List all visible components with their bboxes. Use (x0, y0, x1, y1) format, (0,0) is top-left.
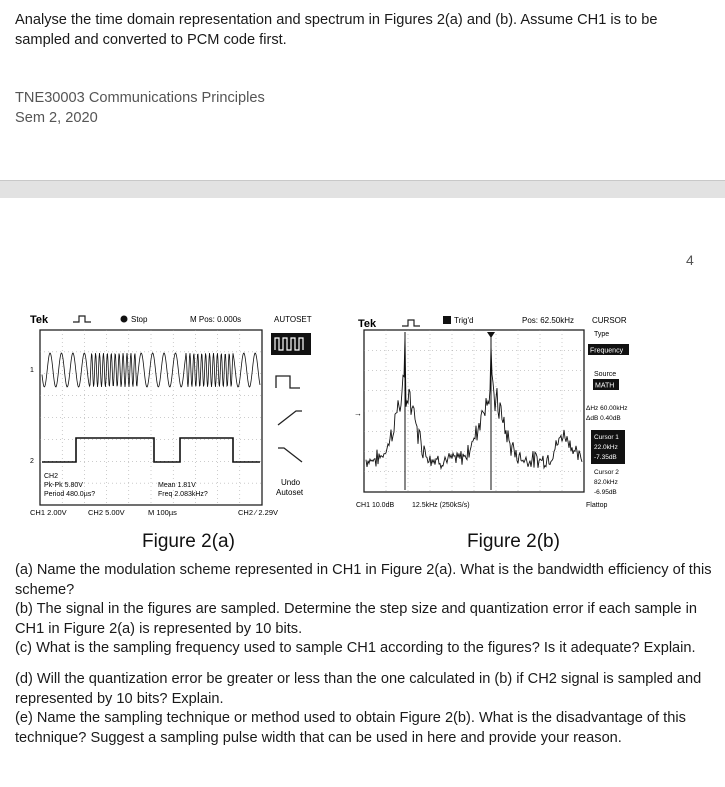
cursor-2-label[interactable]: Cursor 2 (594, 469, 619, 476)
question-e: (e) Name the sampling technique or method used to obtain Figure 2(b). What is the disadvantage of this technique? Suggest a sampling pulse width that can be used in here and provide your reason. (15, 710, 686, 746)
meas-period: Period 480.0µs? (44, 491, 96, 498)
falling-edge-icon[interactable] (278, 448, 302, 462)
ch1-marker: 1 (30, 367, 34, 374)
semester: Sem 2, 2020 (15, 110, 98, 126)
footer-sample-rate: 12.5kHz (250kS/s) (412, 502, 470, 509)
cursor-1-freq: 22.0kHz (594, 444, 618, 451)
ref-marker: → (354, 409, 362, 418)
question-b: (b) The signal in the figures are sampled. Determine the step size and quantization error if each sample in CH1 in Figure 2(a) is represented by 10 bits. (15, 601, 697, 637)
scope-b-brand: Tek (358, 318, 377, 330)
page-break-divider (0, 180, 725, 198)
scope-b-pos: Pos: 62.50kHz (522, 316, 575, 325)
trig-status-icon (443, 316, 451, 324)
footer-trig: CH2 ∕ 2.29V (238, 508, 279, 517)
cursor-type-label: Type (594, 331, 610, 338)
cursor-1-label[interactable]: Cursor 1 (594, 434, 619, 441)
figure-2b-spectrum (354, 310, 644, 522)
meas-mean: Mean 1.81V (158, 482, 196, 489)
window-type: Flattop (586, 502, 608, 509)
trigger-icon (402, 320, 420, 326)
course-info (15, 88, 265, 128)
figure-2b-caption: Figure 2(b) (467, 531, 560, 552)
figure-2a-caption: Figure 2(a) (142, 531, 235, 552)
undo-label[interactable]: Undo (281, 478, 301, 487)
single-cycle-icon[interactable] (276, 376, 300, 388)
intro-paragraph: Analyse the time domain representation and spectrum in Figures 2(a) and (b). Assume CH1 is to be sampled and converted to PCM code first. (15, 12, 658, 48)
course-title: TNE30003 Communications Principles (15, 90, 265, 106)
footer-time: M 100µs (148, 508, 177, 517)
rising-edge-icon[interactable] (278, 411, 302, 425)
cursor-source-label: Source (594, 371, 617, 378)
autoset-label[interactable]: Autoset (276, 488, 304, 497)
cursor-source-value[interactable]: MATH (595, 382, 615, 390)
meas-pkpk: Pk-Pk 5.80V (44, 482, 83, 489)
cursor-type-value[interactable]: Frequency (590, 347, 624, 355)
question-d: (d) Will the quantization error be greater or less than the one calculated in (b) if CH2 signal is sampled and represented by 10 bits? Explain. (15, 670, 702, 707)
scope-b-trig-status: Trig'd (454, 316, 474, 325)
run-status-icon (121, 316, 128, 323)
scope-a-mpos: M Pos: 0.000s (190, 315, 242, 324)
questions-block (15, 561, 715, 748)
question-c: (c) What is the sampling frequency used to sample CH1 according to the figures? Is it adequate? Explain. (15, 640, 696, 657)
meas-freq: Freq 2.083kHz? (158, 491, 208, 498)
cursor-1-db: -7.35dB (594, 454, 617, 461)
scope-a-menu-title: AUTOSET (274, 315, 312, 324)
cursor-2-db: -6.95dB (594, 489, 617, 496)
footer-ch2: CH2 5.00V (88, 508, 125, 517)
meas-channel: CH2 (44, 473, 59, 480)
delta-db: ΔdB 0.40dB (586, 415, 621, 422)
question-a: (a) Name the modulation scheme represented in CH1 in Figure 2(a). What is the bandwidth efficiency of this scheme? (15, 562, 712, 598)
figure-2a-oscilloscope (28, 310, 328, 522)
page-number: 4 (686, 252, 694, 268)
cursor-2-freq: 82.0kHz (594, 479, 618, 486)
scope-b-menu-title: CURSOR (592, 316, 627, 325)
trigger-icon (73, 316, 91, 322)
footer-ch1: CH1 2.00V (30, 508, 67, 517)
ch2-marker: 2 (30, 458, 34, 465)
delta-hz: ΔHz 60.00kHz (586, 405, 628, 412)
scope-a-run-status: Stop (131, 315, 148, 324)
footer-ch1-db: CH1 10.0dB (356, 502, 395, 509)
scope-a-brand: Tek (30, 314, 49, 326)
